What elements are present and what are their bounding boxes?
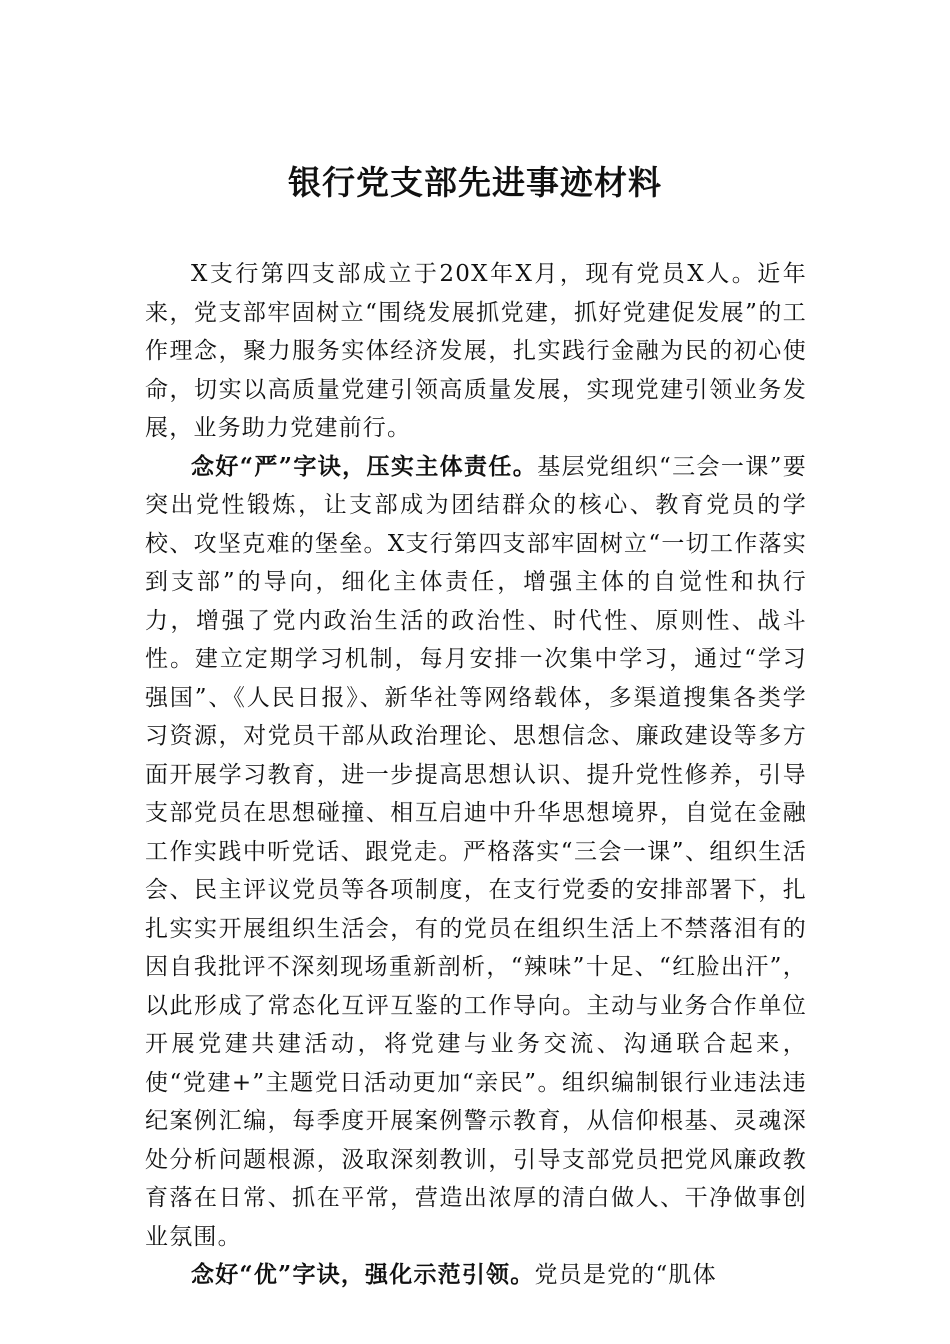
paragraph-text: 党员是党的“肌体 [534, 1262, 717, 1288]
paragraph-text: X支行第四支部成立于20X年X月，现有党员X人。近年来，党支部牢固树立“围绕发展抓党建，抓好党建促发展”的工作理念，聚力服务实体经济发展，扎实践行金融为民的初心使命，切实以高质量党建引领高质量发展，实现党建引领业务发展，业务助力党建前行。 [145, 261, 807, 441]
paragraph-excellent [145, 1256, 807, 1295]
paragraph-text: 基层党组织“三会一课”要突出党性锻炼，让支部成为团结群众的核心、教育党员的学校、攻坚克难的堡垒。X支行第四支部牢固树立“一切工作落实到支部”的导向，细化主体责任，增强主体的自觉性和执行力，增强了党内政治生活的政治性、时代性、原则性、战斗性。建立定期学习机制，每月安排一次集中学习，通过“学习强国”、《人民日报》、新华社等网络载体，多渠道搜集各类学习资源，对党员干部从政治理论、思想信念、廉政建设等多方面开展学习教育，进一步提高思想认识、提升党性修养，引导支部党员在思想碰撞、相互启迪中升华思想境界，自觉在金融工作实践中听党话、跟党走。严格落实“三会一课”、组织生活会、民主评议党员等各项制度，在支行党委的安排部署下，扎扎实实开展组织生活会，有的党员在组织生活上不禁落泪有的因自我批评不深刻现场重新剖析，“辣味”十足、“红脸出汗”，以此形成了常态化互评互鉴的工作导向。主动与业务合作单位开展党建共建活动，将党建与业务交流、沟通联合起来，使“党建+”主题党日活动更加“亲民”。组织编制银行业违法违纪案例汇编，每季度开展案例警示教育，从信仰根基、灵魂深处分析问题根源，汲取深刻教训，引导支部党员把党风廉政教育落在日常、抓在平常，营造出浓厚的清白做人、干净做事创业氛围。 [145, 453, 807, 1250]
paragraph-heading: 念好“严”字诀，压实主体责任。 [191, 452, 538, 480]
document-title: 银行党支部先进事迹材料 [288, 163, 662, 202]
document-body [145, 255, 807, 1295]
paragraph-strict [145, 448, 807, 1257]
paragraph-heading: 念好“优”字诀，强化示范引领。 [191, 1261, 535, 1288]
paragraph-intro [145, 255, 807, 448]
